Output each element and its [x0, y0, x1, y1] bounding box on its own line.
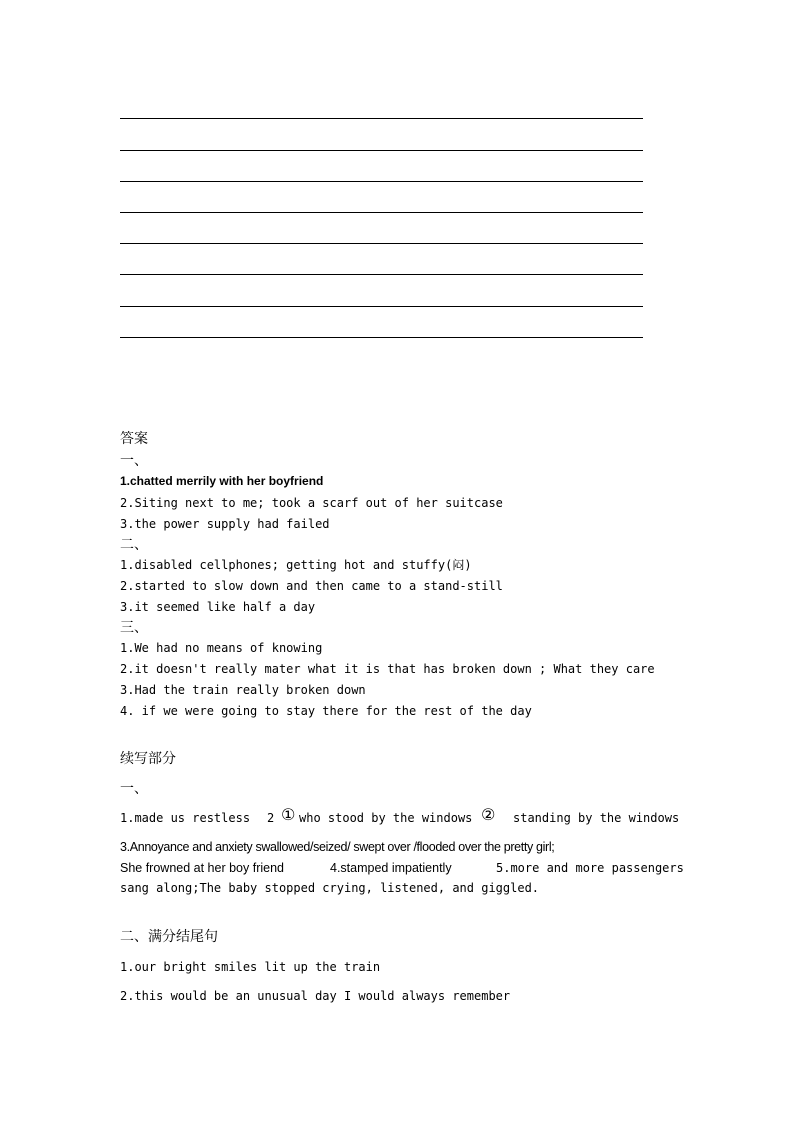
continuation-1-item-5-cont: sang along;The baby stopped crying, listened, and giggled. [120, 881, 540, 895]
circled-one-marker: ① [281, 805, 296, 824]
writing-line [120, 118, 643, 119]
answers-section-2-label: 二、 [120, 537, 148, 553]
writing-line [120, 337, 643, 338]
continuation-1-item-3: 3.Annoyance and anxiety swallowed/seized/ swept over /flooded over the pretty girl; [120, 840, 555, 854]
answers-heading: 答案 [120, 431, 148, 447]
continuation-1-item-3-cont: She frowned at her boy friend [120, 861, 284, 875]
answers-section-1-label: 一、 [120, 453, 148, 469]
answer-3-4: 4. if we were going to stay there for the rest of the day [120, 704, 532, 718]
continuation-1-item-2-option-1: who stood by the windows [299, 811, 473, 825]
answer-3-2: 2.it doesn't really mater what it is that has broken down ; What they care [120, 662, 655, 676]
continuation-1-item-5: 5.more and more passengers [496, 861, 684, 875]
writing-line [120, 306, 643, 307]
answer-1-1: 1.chatted merrily with her boyfriend [120, 474, 324, 488]
continuation-1-item-1: 1.made us restless [120, 811, 251, 825]
writing-line [120, 150, 643, 151]
writing-line [120, 212, 643, 213]
answer-2-3: 3.it seemed like half a day [120, 600, 316, 614]
continuation-section-2-label: 二、满分结尾句 [120, 929, 218, 945]
answer-3-3: 3.Had the train really broken down [120, 683, 366, 697]
writing-line [120, 181, 643, 182]
writing-line [120, 243, 643, 244]
answer-2-1: 1.disabled cellphones; getting hot and stuffy(闷) [120, 558, 472, 572]
answer-1-3: 3.the power supply had failed [120, 517, 330, 531]
continuation-1-item-2-number: 2 [267, 811, 275, 825]
answer-3-1: 1.We had no means of knowing [120, 641, 323, 655]
ending-sentence-2: 2.this would be an unusual day I would always remember [120, 989, 511, 1003]
circled-two-marker: ② [481, 805, 496, 824]
answer-1-2: 2.Siting next to me; took a scarf out of her suitcase [120, 496, 503, 510]
continuation-1-item-4: 4.stamped impatiently [330, 861, 452, 875]
continuation-section-1-label: 一、 [120, 781, 148, 797]
writing-line [120, 274, 643, 275]
continuation-1-item-2-option-2: standing by the windows [513, 811, 680, 825]
answers-section-3-label: 三、 [120, 620, 148, 636]
continuation-heading: 续写部分 [120, 751, 176, 767]
ending-sentence-1: 1.our bright smiles lit up the train [120, 960, 381, 974]
answer-2-2: 2.started to slow down and then came to a stand-still [120, 579, 503, 593]
